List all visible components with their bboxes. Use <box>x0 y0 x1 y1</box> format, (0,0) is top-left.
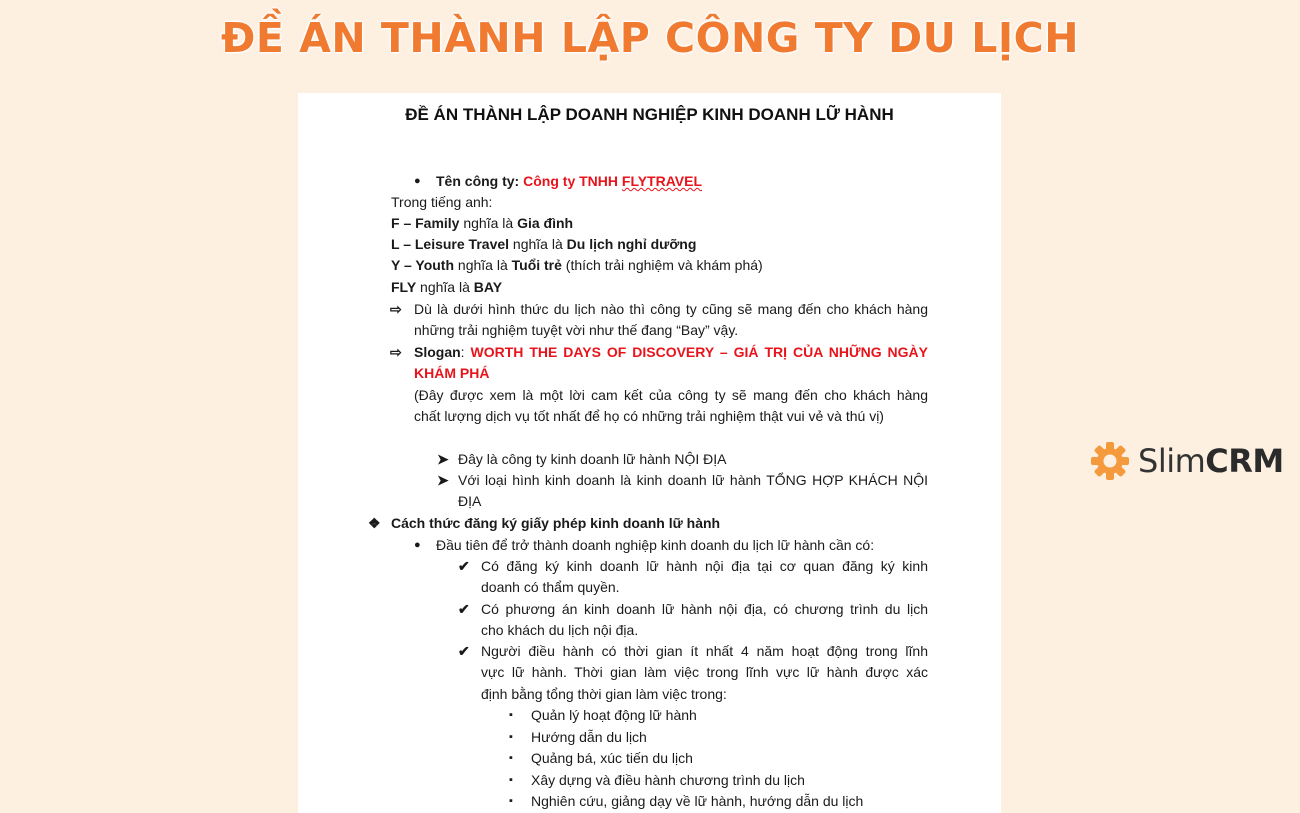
english-intro: Trong tiếng anh: <box>391 194 493 210</box>
square-bullet-icon: ▪ <box>509 752 513 764</box>
bullet-dot-icon: ● <box>414 175 421 187</box>
company-line: Tên công ty: Công ty TNHH FLYTRAVEL <box>436 173 703 189</box>
document-page <box>298 93 1001 813</box>
slogan-line: Slogan: WORTH THE DAYS OF DISCOVERY – GIÁ TRỊ CỦA NHỮNG NGÀY <box>414 344 928 360</box>
arrow-right-icon: ⇨ <box>390 344 402 360</box>
requirement-line: Có phương án kinh doanh lữ hành nội địa, có chương trình du lịch <box>481 601 928 617</box>
slogan-line: KHÁM PHÁ <box>414 365 490 381</box>
slimcrm-logo <box>1090 440 1284 482</box>
meaning-row: Y – Youth nghĩa là Tuổi trẻ (thích trải nghiệm và khám phá) <box>391 257 763 273</box>
bullet-dot-icon: ● <box>414 539 421 551</box>
requirement-line: Người điều hành có thời gian ít nhất 4 năm hoạt động trong lĩnh <box>481 643 928 659</box>
banner-title: ĐỀ ÁN THÀNH LẬP CÔNG TY DU LỊCH <box>220 14 1080 62</box>
sub-list-item: Nghiên cứu, giảng dạy về lữ hành, hướng dẫn du lịch <box>531 793 864 809</box>
document-title: ĐỀ ÁN THÀNH LẬP DOANH NGHIỆP KINH DOANH LỮ HÀNH <box>405 105 894 124</box>
business-type-item: Đây là công ty kinh doanh lữ hành NỘI ĐỊA <box>458 451 727 467</box>
license-heading: Cách thức đăng ký giấy phép kinh doanh lữ hành <box>391 515 721 531</box>
slogan-note: chất lượng dịch vụ tốt nhất để họ có những trải nghiệm thật vui vẻ và thú vị) <box>414 408 884 424</box>
square-bullet-icon: ▪ <box>509 774 513 786</box>
fly-meaning: FLY nghĩa là BAY <box>391 279 503 295</box>
requirement-line: Có đăng ký kinh doanh lữ hành nội địa tại cơ quan đăng ký kinh <box>481 558 928 574</box>
sub-list-item: Quản lý hoạt động lữ hành <box>531 707 697 723</box>
requirement-line: định bằng tổng thời gian làm việc trong: <box>481 686 727 702</box>
sub-list-item: Xây dựng và điều hành chương trình du lịch <box>531 772 805 788</box>
business-type-item: Với loại hình kinh doanh là kinh doanh lữ hành TỔNG HỢP KHÁCH NỘI <box>458 472 928 488</box>
requirement-line: doanh có thẩm quyền. <box>481 579 620 595</box>
business-type-item: ĐỊA <box>458 493 482 509</box>
square-bullet-icon: ▪ <box>509 731 513 743</box>
diamond-bullet-icon: ❖ <box>368 515 381 531</box>
check-icon: ✔ <box>458 558 470 574</box>
license-intro: Đầu tiên để trở thành doanh nghiệp kinh doanh du lịch lữ hành cần có: <box>436 537 875 553</box>
meaning-row: F – Family nghĩa là Gia đình <box>391 215 574 231</box>
square-bullet-icon: ▪ <box>509 795 513 807</box>
arrow-paragraph-line: Dù là dưới hình thức du lịch nào thì công ty cũng sẽ mang đến cho khách hàng <box>414 301 928 317</box>
gear-icon <box>1090 441 1130 481</box>
logo-text-crm: CRM <box>1205 442 1284 480</box>
requirement-line: vực lữ hành. Thời gian làm việc trong lĩnh vực lữ hành được xác <box>481 664 928 680</box>
sub-list-item: Quảng bá, xúc tiến du lịch <box>531 750 693 766</box>
check-icon: ✔ <box>458 601 470 617</box>
arrow-paragraph-line: những trải nghiệm tuyệt vời như thế đang “Bay” vậy. <box>414 322 739 338</box>
arrowhead-bullet-icon: ➤ <box>437 451 449 467</box>
meaning-row: L – Leisure Travel nghĩa là Du lịch nghỉ dưỡng <box>391 236 697 252</box>
square-bullet-icon: ▪ <box>509 709 513 721</box>
requirement-line: cho khách du lịch nội địa. <box>481 622 639 638</box>
check-icon: ✔ <box>458 643 470 659</box>
arrow-right-icon: ⇨ <box>390 301 402 317</box>
arrowhead-bullet-icon: ➤ <box>437 472 449 488</box>
sub-list-item: Hướng dẫn du lịch <box>531 729 647 745</box>
slogan-note: (Đây được xem là một lời cam kết của công ty sẽ mang đến cho khách hàng <box>414 387 928 403</box>
logo-text-slim: Slim <box>1138 442 1206 480</box>
company-brand: FLYTRAVEL <box>621 173 703 189</box>
